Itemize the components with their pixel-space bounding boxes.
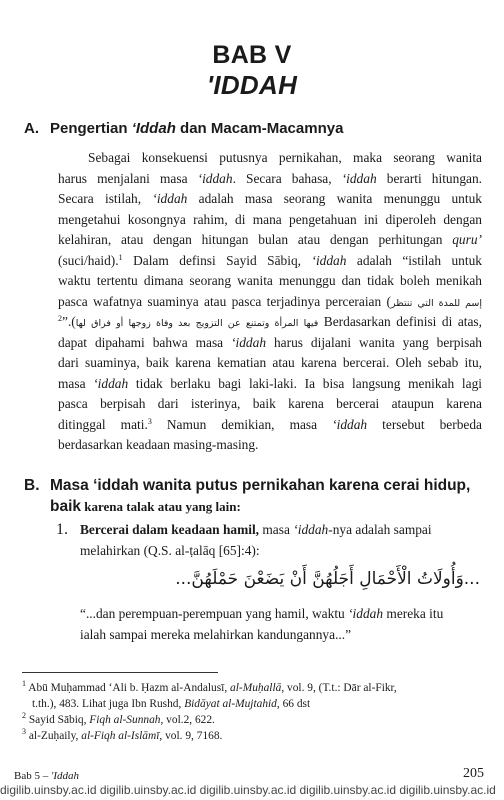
body-line: waktu tertentu dimana seorang wanita menunggu dan tidak boleh menikah — [58, 273, 482, 288]
list-item-number: 1. — [56, 521, 68, 538]
footnote-divider — [22, 672, 218, 673]
footnote-1: $^1$ Abū Muḥammad ‘Ali b. Ḥazm al-Andalusī, al-Muḥallā, vol. 9, (T.t.: Dār al-Fikr, t.th.), 483. Lihat juga Ibn Rushd, Bidāyat al-Mujtahid, 66 dst — [22, 679, 397, 710]
watermark-text: digilib.uinsby.ac.id digilib.uinsby.ac.id digilib.uinsby.ac.id digilib.uinsby.ac.id digilib.uinsby.ac.id — [0, 783, 496, 797]
body-line: Sebagai konsekuensi putusnya pernikahan, maka seorang wanita — [88, 150, 482, 165]
body-line: pasca berpisah dari isterinya, baik karena bercerai ataupun karena — [58, 396, 482, 411]
list-item-bold-lead: Bercerai dalam keadaan hamil, — [80, 522, 260, 537]
chapter-subtitle: 'IDDAH — [206, 70, 298, 100]
section-a-letter: A. — [24, 120, 39, 137]
page-number: 205 — [463, 766, 484, 781]
section-a-title-italic: ‘Iddah — [131, 120, 176, 137]
footnote-3: $^3$ al-Zuḥaily, al-Fiqh al-Islāmī, vol. 9, 7168. — [22, 727, 223, 742]
body-line: (suci/haid).$^1$ Dalam definsi Sayid Sābiq, ‘iddah adalah “istilah untuk — [58, 252, 482, 268]
body-line: berdasarkan keadaan masing-masing. — [58, 437, 259, 452]
quran-verse-arabic: ...وَأُولَاتُ الْأَحْمَالِ أَجَلُهُنَّ أَنْ يَضَعْنَ حَمْلَهُنَّ... — [175, 569, 480, 589]
section-b-heading — [24, 475, 494, 517]
section-a-title-pre: Pengertian — [50, 120, 132, 137]
section-b-title-line1: Masa ‘iddah wanita putus pernikahan karena cerai hidup, — [50, 477, 471, 494]
running-head: Bab 5 – 'Iddah — [14, 770, 79, 782]
body-paragraph — [58, 148, 482, 456]
body-line: harus menjalani masa ‘iddah. Secara bahasa, ‘iddah berarti hitungan. — [58, 170, 482, 186]
footnotes — [22, 680, 484, 744]
body-line: ditinggal mati.$^3$ Namun demikian, masa ‘iddah tersebut berbeda — [58, 416, 482, 432]
chapter-heading — [0, 40, 504, 100]
body-line: Secara istilah, ‘iddah adalah masa seorang wanita menunggu untuk — [58, 191, 482, 206]
body-line: pasca wafatnya suaminya atau pasca terjadinya perceraian (إسم للمدة التي تنتظر — [58, 293, 482, 309]
body-line: mengetahui kosongnya rahim, di mana pengetahuan ini diperoleh dengan — [58, 211, 482, 227]
arabic-text: فيها المرأة وتمتنع عن التزويج بعد وفاة زوجها أو فراق لها — [75, 318, 319, 329]
body-line: dari suaminya, baik karena kematian atau karena bercerai. Oleh sebab itu, — [58, 355, 482, 370]
body-line: masa ‘iddah tidak berlaku bagi laki-laki. Ia bisa langsung menikah lagi — [58, 375, 482, 391]
chapter-title: BAB V — [212, 41, 292, 69]
footnote-ref: 1 — [118, 252, 123, 262]
section-a-title-post: dan Macam-Macamnya — [175, 120, 344, 137]
footnote-ref: 3 — [147, 416, 152, 426]
body-line: فيها المرأة وتمتنع عن التزويج بعد وفاة زوجها أو فراق لها).”$^2$ Berdasarkan definisi di atas, — [58, 314, 482, 329]
footnote-ref: 2 — [58, 314, 62, 323]
list-item: 1. Bercerai dalam keadaan hamil, masa ‘iddah-nya adalah sampai melahirkan (Q.S. al-ṭalāq [65]:4): — [56, 520, 484, 561]
body-line: dapat dipahami bahwa masa ‘iddah harus dijalani wanita yang berpisah — [58, 334, 482, 350]
section-b-title-line2: baik karena talak atau yang lain: — [50, 498, 241, 515]
section-b-letter: B. — [24, 477, 40, 494]
verse-translation: “...dan perempuan-perempuan yang hamil, waktu ‘iddah mereka itu ialah sampai mereka melahirkan kandungannya...” — [80, 606, 444, 642]
footnote-2: $^2$ Sayid Sābiq, Fiqh al-Sunnah, vol.2, 622. — [22, 711, 215, 726]
list-item-line2: melahirkan (Q.S. al-ṭalāq [65]:4): — [80, 542, 260, 558]
body-line: kelahiran, atau dengan hitungan bulan atau dengan perhitungan quru’ — [58, 232, 482, 247]
arabic-text: إسم للمدة التي تنتظر — [390, 297, 482, 309]
section-a-heading — [24, 119, 494, 139]
